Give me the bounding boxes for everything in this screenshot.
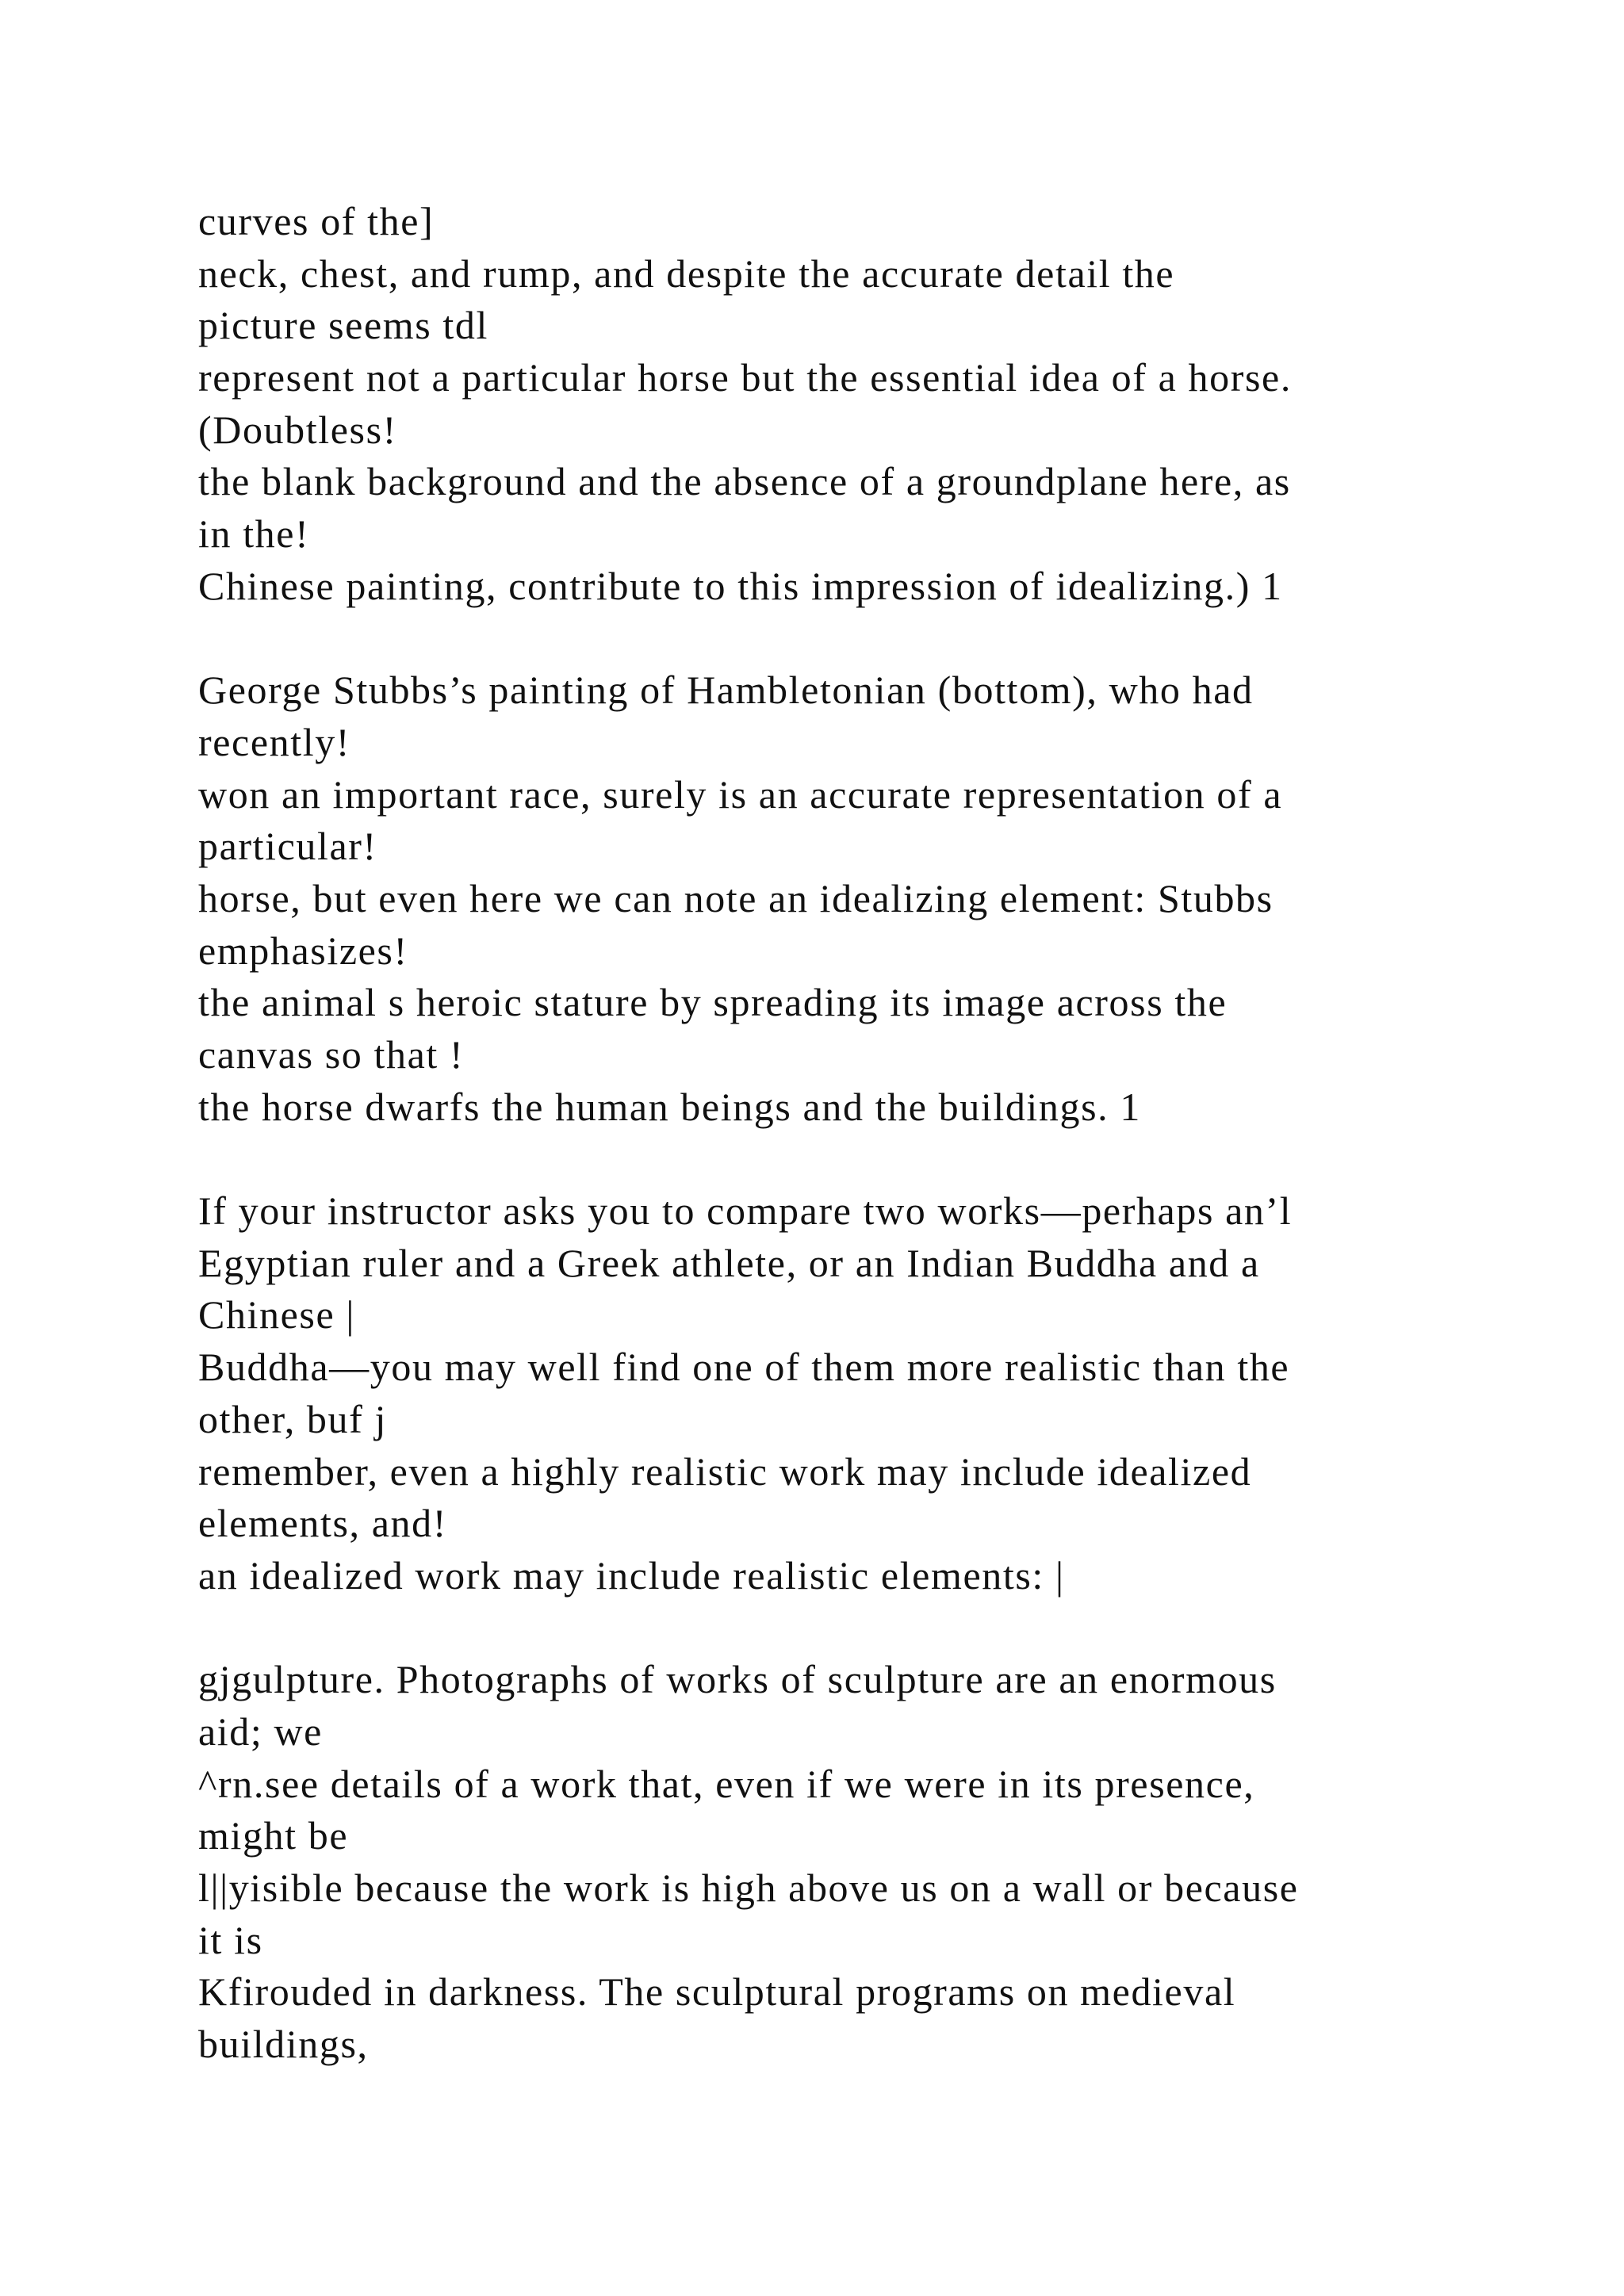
text-line: (Doubtless! xyxy=(198,407,397,452)
paragraph-gap xyxy=(198,1602,1546,1655)
text-line: Kfirouded in darkness. The sculptural programs on medieval xyxy=(198,1969,1236,2015)
text-line: horse, but even here we can note an idealizing element: Stubbs xyxy=(198,875,1274,920)
text-line: elements, and! xyxy=(198,1501,447,1546)
text-line: aid; we xyxy=(198,1709,323,1754)
text-line: the animal s heroic stature by spreading its image across the xyxy=(198,980,1228,1025)
text-line: particular! xyxy=(198,824,377,869)
text-line: remember, even a highly realistic work may include idealized xyxy=(198,1448,1252,1494)
text-line: Chinese | xyxy=(198,1292,355,1337)
text-line: the blank background and the absence of a groundplane here, as xyxy=(198,459,1291,504)
text-line: George Stubbs’s painting of Hambletonian (bottom), who had xyxy=(198,668,1254,713)
paragraph-3 xyxy=(198,1185,1546,1602)
text-line: emphasizes! xyxy=(198,928,408,973)
text-line: an idealized work may include realistic elements: | xyxy=(198,1552,1065,1598)
paragraph-gap xyxy=(198,1133,1546,1185)
text-line: in the! xyxy=(198,511,310,557)
text-line: might be xyxy=(198,1813,349,1858)
paragraph-1 xyxy=(198,196,1546,613)
text-line: won an important race, surely is an accurate representation of a xyxy=(198,771,1283,817)
text-line: gjgulpture. Photographs of works of sculpture are an enormous xyxy=(198,1657,1277,1702)
paragraph-4 xyxy=(198,1654,1546,2071)
text-line: other, buf j xyxy=(198,1396,387,1441)
text-line: it is xyxy=(198,1917,263,1962)
text-line: If your instructor asks you to compare two works—perhaps an’l xyxy=(198,1188,1293,1234)
text-line: picture seems tdl xyxy=(198,303,488,348)
text-line: Buddha—you may well find one of them more realistic than the xyxy=(198,1345,1290,1390)
text-line: l||yisible because the work is high above us on a wall or because xyxy=(198,1866,1299,1910)
text-line: neck, chest, and rump, and despite the accurate detail the xyxy=(198,251,1175,296)
text-line: recently! xyxy=(198,719,351,764)
text-line: buildings, xyxy=(198,2022,369,2067)
text-line: canvas so that ! xyxy=(198,1032,465,1077)
text-line: represent not a particular horse but the essential idea of a horse. xyxy=(198,355,1292,400)
text-line: ^rn.see details of a work that, even if we were in its presence, xyxy=(198,1761,1255,1806)
paragraph-gap xyxy=(198,613,1546,665)
text-line: Egyptian ruler and a Greek athlete, or an Indian Buddha and a xyxy=(198,1240,1260,1285)
text-line: curves of the] xyxy=(198,199,435,243)
paragraph-2 xyxy=(198,664,1546,1133)
body-text xyxy=(198,196,1546,2071)
text-line: Chinese painting, contribute to this impression of idealizing.) 1 xyxy=(198,563,1283,608)
text-line: the horse dwarfs the human beings and the buildings. 1 xyxy=(198,1084,1141,1129)
